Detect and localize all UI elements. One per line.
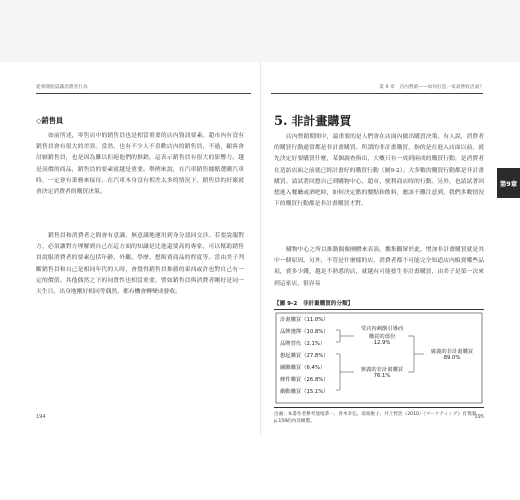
- label-broad-unplanned: [424, 347, 480, 361]
- subheading-salesperson: ◇銷售員: [36, 116, 64, 125]
- right-page: [261, 62, 494, 436]
- category-brand-choice: 品牌選擇（10.8%）: [280, 329, 329, 335]
- viewer-top-band: [0, 0, 520, 62]
- left-page-number: 194: [36, 414, 46, 420]
- right-page-number: 195: [474, 414, 484, 420]
- classification-diagram: [274, 311, 484, 405]
- category-impulse: 衝動購買（15.1%）: [280, 389, 329, 395]
- category-related: 關聯購買（6.4%）: [280, 365, 326, 371]
- in-store-line-3: 12.9%: [373, 340, 391, 346]
- narrow-line-2: 76.1%: [373, 373, 391, 379]
- right-header-rule: [271, 93, 483, 94]
- category-reminder: 想起購買（27.8%）: [280, 353, 329, 359]
- figure-bottom-rule: [274, 407, 484, 408]
- figure-source-note: 出處：本書作者參考池尾恭一、青木幸弘、南知惠子、井上哲浩（2010）《マーケティング》有斐閣p.159的內容繪製。: [274, 412, 477, 425]
- category-brand-switch: 品牌替代（2.1%）: [280, 341, 326, 347]
- left-header-rule: [36, 93, 251, 94]
- figure-caption: 【圖 9-2 非計畫購買的分類】: [274, 301, 354, 307]
- in-store-line-2: 購買的部份: [368, 334, 396, 340]
- figure-top-rule: [274, 309, 484, 310]
- in-store-line-1: 受店內刺激引導而: [360, 326, 404, 332]
- broad-line-1: 廣義的非計畫購買: [430, 349, 474, 355]
- section-number: 5.: [274, 114, 288, 129]
- section-title-text: 非計畫購買: [291, 114, 352, 128]
- narrow-line-1: 狹義的非計畫購買: [360, 367, 404, 373]
- right-paragraph-1: 店內營銷期間中，最重要的是人們會在店面內做出購買決策。有人說，消費者的購買行動通常都是非計畫購買。所謂的非計畫購買，指的是在進入店面以前，就先決定好要購買什麼，某個調查指出，大概只有一成到兩成的購買行動，是消費者在造訪店面之前就已經計畫好的購買行動（圖9-2）。大多數的購買行動都是非計畫購買。請試著回想自己到購物中心、超市、便利商店時的行動。另外，也請試著回想進入餐廳或酒吧時，如何決定點的餐點和飲料，應該不難注意到，我們多數情況下的購買行動都是非計畫購買才對。: [274, 134, 484, 208]
- label-narrow-unplanned: [356, 365, 408, 379]
- left-page: [28, 62, 261, 436]
- left-running-head: 從零開始認識消費者行為: [36, 85, 88, 90]
- section-title: [274, 112, 351, 129]
- chapter-tab: 第9章: [497, 168, 520, 198]
- right-running-head: 第 9 章 店內營銷——如何打造一家高營收店面？: [379, 85, 484, 90]
- category-planned: 計畫購買（11.0%）: [280, 317, 329, 323]
- left-paragraph-1: 如前所述，零售店中的銷售員也是相當重要的店內資訊要素。超市內有沒有銷售員會有很大的差異。當然，也有不少人不喜歡店內的銷售員，不過，顧客會討厭銷售員，也是因為難以拒絕他們的推銷，這表示銷售員有很大的影響力。越是高價的商品，銷售員的要素就越是重要。舉例來說，在汽車銷售據點選購汽車時，一定會有業務來接待。在汽車本身沒有相差太多的情況下，銷售員的好壞就會決定消費者的購買決策。: [36, 133, 244, 196]
- book-spread: [28, 62, 494, 436]
- label-in-store-stimulus: [356, 324, 408, 346]
- left-paragraph-2: 銷售員和消費者之間會有意識、無意識地運用到身分認同交涉。若要說服對方，必須讓對方理解到自己在這方面的知識是比他還要高的專家，可以幫助銷售員說服消費者的要素包括年齡、外觀、學歷、想販賣商品的程度等。當由美子判斷銷售員和自己是相同年代的人時，會覺得銷售員推薦的東西或許也對自己有一定的價值。其他偶然之下的同質性也相當重要，譬如銷售員與消費者剛好是同一天生日、出身地剛好相同等偶然，都有機會轉變成發收。: [36, 233, 244, 296]
- broad-line-2: 89.0%: [443, 355, 461, 361]
- right-paragraph-2: 購物中心之所以推動偶像團體來表演，攜集觀眾於此，增加非計畫購買就是其中一個原因。另外，不管是什麼樣的店，消費者都不可能完全知道店內販賣哪些品項，賣多少錢，越是不熟悉的店，就越有可能發生非計畫購買，由美子是第一次來到這家店，很容易: [274, 247, 484, 287]
- category-conditional: 條件購買（26.8%）: [280, 377, 329, 383]
